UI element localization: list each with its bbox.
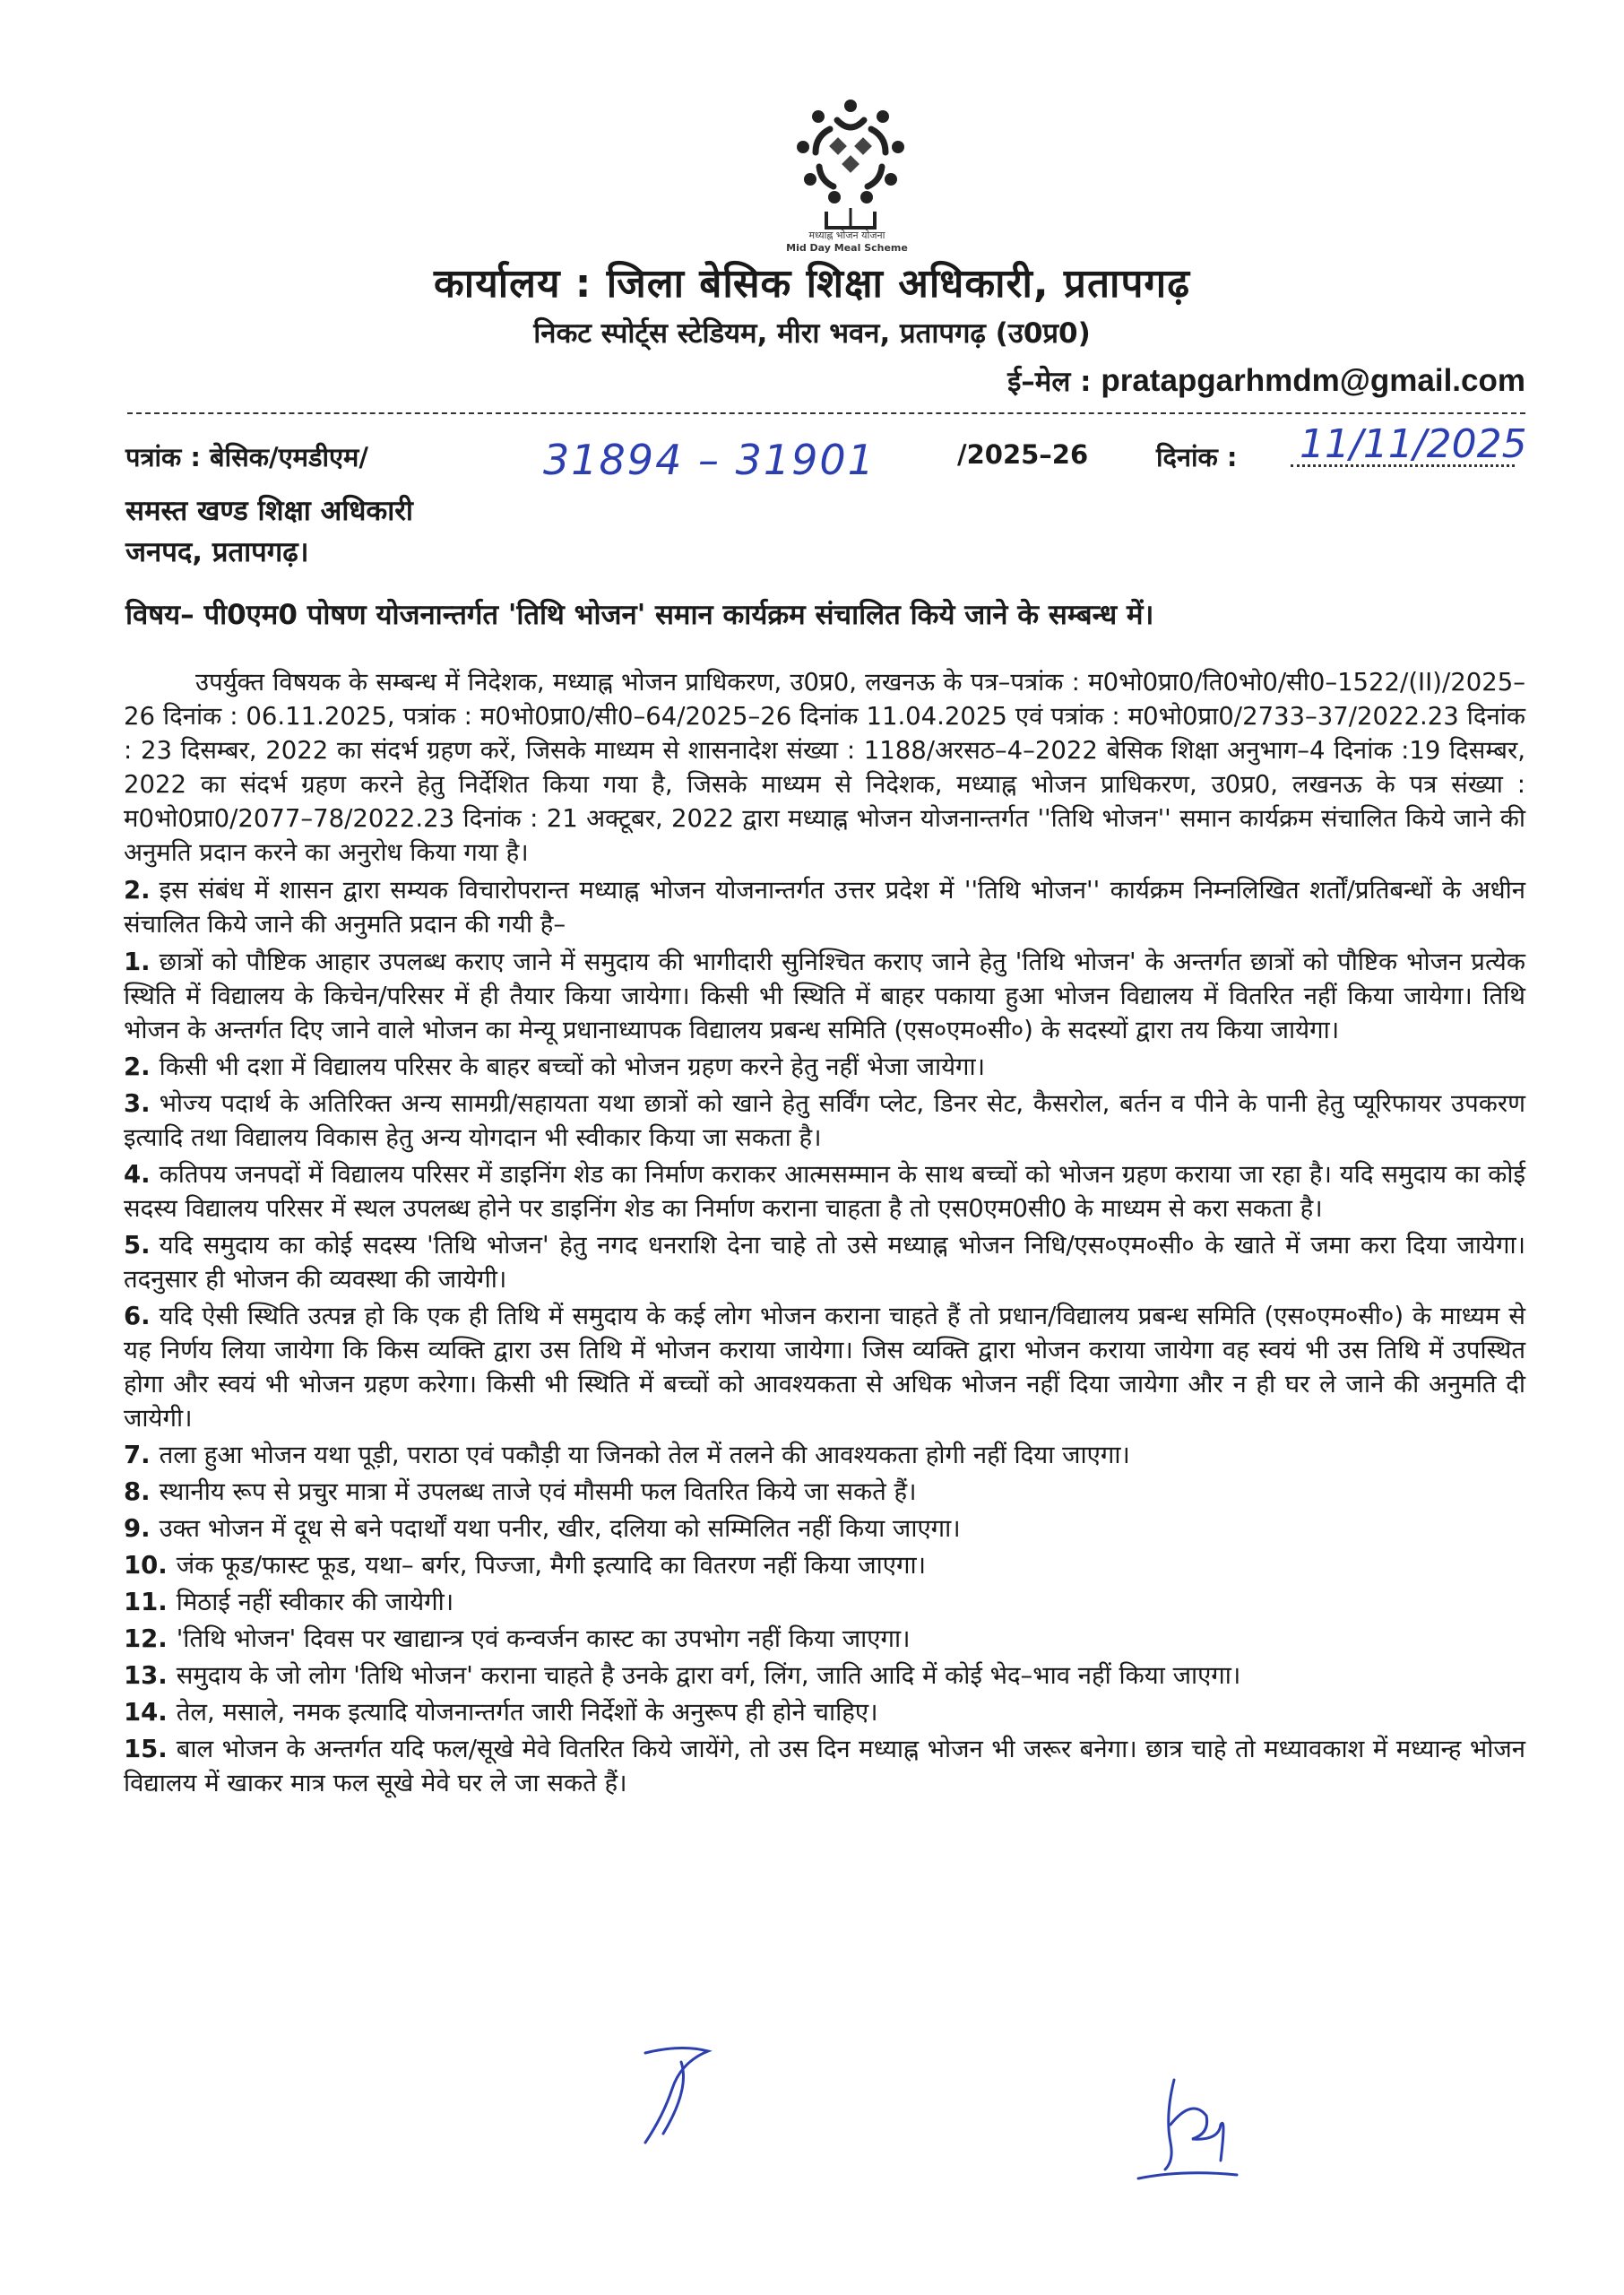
condition-item: 1. छात्रों को पौष्टिक आहार उपलब्ध कराए जाने में समुदाय की भागीदारी सुनिश्चित कराए जाने हेतु 'तिथि भोजन' के अन्तर्गत छात्रों को पौष्टिक भोजन प्रत्येक स्थिति में विद्यालय के किचेन/परिसर में ही तैयार किया जायेगा। किसी भी स्थिति में बाहर पकाया हुआ भोजन विद्यालय में वितरित नहीं किया जायेगा। तिथि भोजन के अन्तर्गत दिए जाने वाले भोजन का मेन्यू प्रधानाध्यापक विद्यालय प्रबन्ध समिति (एस०एम०सी०) के सदस्यों द्वारा तय किया जायेगा। (124, 948, 1525, 1044)
condition-item: 15. बाल भोजन के अन्तर्गत यदि फल/सूखे मेवे वितरित किये जायेंगे, तो उस दिन मध्याह्न भोजन भी जरूर बनेगा। छात्र चाहे तो मध्यावकाश में मध्यान्ह भोजन विद्यालय में खाकर मात्र फल सूखे मेवे घर ले जा सकते हैं। (124, 1735, 1525, 1797)
addressee-line-1: समस्त खण्ड शिक्षा अधिकारी (125, 495, 413, 527)
patrank-number-handwritten: 31894 – 31901 (543, 436, 876, 484)
condition-item: 7. तला हुआ भोजन यथा पूड़ी, पराठा एवं पकौड़ी या जिनको तेल में तलने की आवश्यकता होगी नहीं दिया जाएगा। (124, 1441, 1130, 1469)
dinank-label: दिनांक : (1156, 442, 1238, 472)
condition-item: 13. समुदाय के जो लोग 'तिथि भोजन' कराना चाहते है उनके द्वारा वर्ग, लिंग, जाति आदि में कोई भेद–भाव नहीं किया जाएगा। (124, 1661, 1241, 1690)
subject-line: विषय– पी0एम0 पोषण योजनान्तर्गत 'तिथि भोजन' समान कार्यक्रम संचालित किये जाने के सम्बन्ध में। (125, 599, 1154, 631)
patrank-label: पत्रांक : बेसिक/एमडीएम/ (125, 442, 368, 472)
office-title: कार्यालय : जिला बेसिक शिक्षा अधिकारी, प्रतापगढ़ (434, 261, 1190, 307)
addressee-line-2: जनपद, प्रतापगढ़। (125, 536, 309, 568)
email-address: pratapgarhmdm@gmail.com (1101, 363, 1525, 398)
email-label: ई–मेल : (1007, 366, 1092, 398)
paragraph-number: 2. (124, 876, 151, 905)
condition-item: 8. स्थानीय रूप से प्रचुर मात्रा में उपलब्ध ताजे एवं मौसमी फल वितरित किये जा सकते हैं। (124, 1477, 917, 1506)
condition-item: 5. यदि समुदाय का कोई सदस्य 'तिथि भोजन' हेतु नगद धनराशि देना चाहे तो उसे मध्याह्न भोजन निधि/एस०एम०सी० के खाते में जमा करा दिया जायेगा। तदनुसार ही भोजन की व्यवस्था की जायेगी। (124, 1231, 1525, 1294)
logo-caption (735, 230, 959, 255)
header-divider (127, 412, 1525, 414)
condition-item: 2. किसी भी दशा में विद्यालय परिसर के बाहर बच्चों को भोजन ग्रहण करने हेतु नहीं भेजा जायेगा। (124, 1052, 986, 1081)
office-address: निकट स्पोर्ट्स स्टेडियम, मीरा भवन, प्रतापगढ़ (उ0प्र0) (533, 317, 1091, 350)
condition-item: 11. मिठाई नहीं स्वीकार की जायेगी। (124, 1588, 454, 1616)
initials-signature-icon (618, 2035, 735, 2152)
condition-item: 6. यदि ऐसी स्थिति उत्पन्न हो कि एक ही तिथि में समुदाय के कई लोग भोजन कराना चाहते हैं तो प्रधान/विद्यालय प्रबन्ध समिति (एस०एम०सी०) के माध्यम से यह निर्णय लिया जायेगा कि किस व्यक्ति द्वारा उस तिथि में भोजन कराया जायेगा। जिस व्यक्ति द्वारा भोजन कराया जायेगा वह स्वयं भी उस तिथि में उपस्थित होगा और स्वयं भी भोजन ग्रहण करेगा। किसी भी स्थिति में बच्चों को आवश्यकता से अधिक भोजन नहीं दिया जायेगा और न ही घर ले जाने की अनुमति दी जायेगी। (124, 1302, 1525, 1433)
condition-item: 12. 'तिथि भोजन' दिवस पर खाद्यान्त्र एवं कन्वर्जन कास्ट का उपभोग नहीं किया जाएगा। (124, 1624, 911, 1653)
officer-signature-icon (1120, 2062, 1273, 2196)
date-handwritten: 11/11/2025 (1300, 421, 1527, 467)
patrank-year: /2025–26 (957, 439, 1089, 470)
condition-item: 4. कतिपय जनपदों में विद्यालय परिसर में डाइनिंग शेड का निर्माण कराकर आत्मसम्मान के साथ बच्चों को भोजन ग्रहण कराया जा रहा है। यदि समुदाय का कोई सदस्य विद्यालय परिसर में स्थल उपलब्ध होने पर डाइनिंग शेड का निर्माण कराना चाहता है तो एस0एम0सी0 के माध्यम से करा सकता है। (124, 1160, 1525, 1223)
body-paragraph-2 (124, 873, 1525, 941)
condition-item: 14. तेल, मसाले, नमक इत्यादि योजनान्तर्गत जारी निर्देशों के अनुरूप ही होने चाहिए। (124, 1698, 878, 1727)
mid-day-meal-logo-icon (774, 93, 927, 246)
logo-caption-hindi: मध्याह्न भोजन योजना (808, 230, 885, 241)
condition-item: 3. भोज्य पदार्थ के अतिरिक्त अन्य सामग्री/सहायता यथा छात्रों को खाने हेतु सर्विंग प्लेट, डिनर सेट, कैसरोल, बर्तन व पीने के पानी हेतु प्यूरिफायर उपकरण इत्यादि तथा विद्यालय विकास हेतु अन्य योगदान भी स्वीकार किया जा सकता है। (124, 1089, 1525, 1152)
paragraph-text: इस संबंध में शासन द्वारा सम्यक विचारोपरान्त मध्याह्न भोजन योजनान्तर्गत उत्तर प्रदेश में ''तिथि भोजन'' कार्यक्रम निम्नलिखित शर्तों/प्रतिबन्धों के अधीन संचालित किये जाने की अनुमति प्रदान की गयी है– (124, 876, 1525, 939)
condition-item: 10. जंक फूड/फास्ट फूड, यथा– बर्गर, पिज्जा, मैगी इत्यादि का वितरण नहीं किया जाएगा। (124, 1551, 927, 1580)
body-paragraph-1: उपर्युक्त विषयक के सम्बन्ध में निदेशक, मध्याह्न भोजन प्राधिकरण, उ0प्र0, लखनऊ के पत्र–पत्रांक : म0भो0प्रा0/ति0भो0/सी0–1522/(II)/2025–26 दिनांक : 06.11.2025, पत्रांक : म0भो0प्रा0/सी0–64/2025–26 दिनांक 11.04.2025 एवं पत्रांक : म0भो0प्रा0/2733–37/2022.23 दिनांक : 23 दिसम्बर, 2022 का संदर्भ ग्रहण करें, जिसके माध्यम से शासनादेश संख्या : 1188/अरसठ–4–2022 बेसिक शिक्षा अनुभाग–4 दिनांक :19 दिसम्बर, 2022 का संदर्भ ग्रहण करने हेतु निर्देशित किया गया है, जिसके माध्यम से निदेशक, मध्याह्न भोजन प्राधिकरण, उ0प्र0, लखनऊ के पत्र संख्या : म0भो0प्रा0/2077–78/2022.23 दिनांक : 21 अक्टूबर, 2022 द्वारा मध्याह्न भोजन योजनान्तर्गत ''तिथि भोजन'' समान कार्यक्रम संचालित किये जाने की अनुमति प्रदान करने का अनुरोध किया गया है। (124, 668, 1525, 867)
letter-body (124, 665, 1525, 1803)
logo-caption-english: Mid Day Meal Scheme (786, 242, 908, 254)
condition-item: 9. उक्त भोजन में दूध से बने पदार्थों यथा पनीर, खीर, दलिया को सम्मिलित नहीं किया जाएगा। (124, 1514, 961, 1543)
email-line (1007, 362, 1525, 400)
